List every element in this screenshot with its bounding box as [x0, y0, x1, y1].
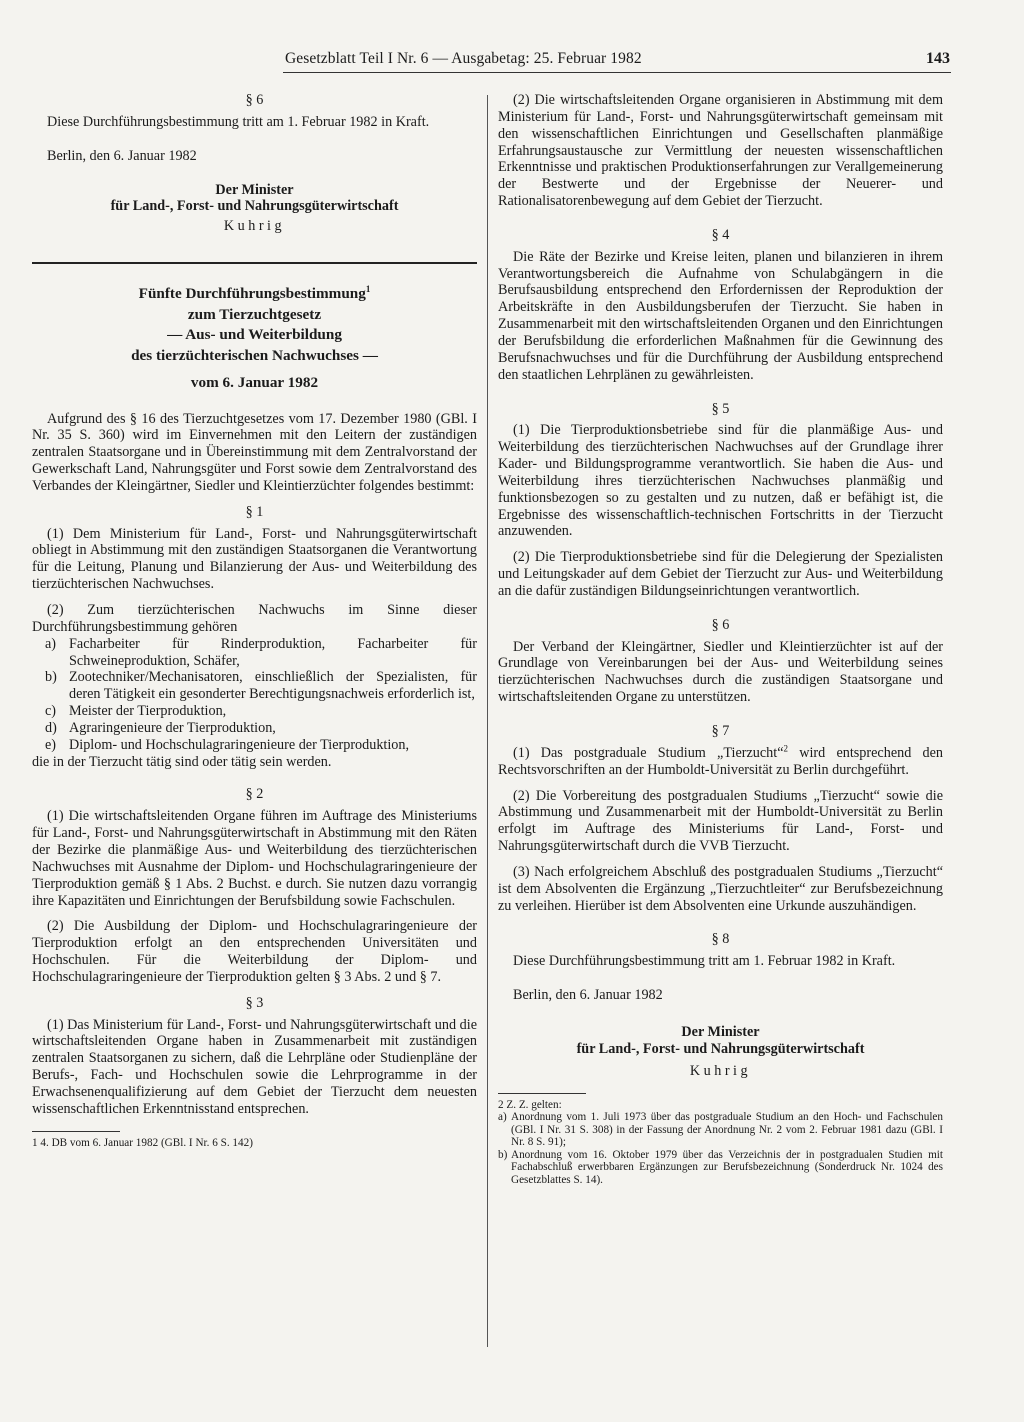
section-5-para-2: (2) Die Tierproduktionsbetriebe sind für die Delegierung der Spezialisten und Leitungskader auf dem Gebiet der Tierzucht zur Aus- und Weiterbildung an die dafür zuständigen Bildungseinrichtungen verantwortlich.	[498, 549, 943, 599]
section-7-para-2: (2) Die Vorbereitung des postgradualen Studiums „Tierzucht“ sowie die Abstimmung und Zusammenarbeit mit der Humboldt-Universität zu Berlin erfolgt im Auftrage des Ministeriums für Land-, Forst- und Nahrungsgüterwirtschaft durch die VVB Tierzucht.	[498, 787, 943, 855]
section-divider	[32, 262, 477, 264]
title-date: vom 6. Januar 1982	[190, 374, 319, 392]
page-header	[285, 50, 950, 74]
section-6-para-1: Der Verband der Kleingärtner, Siedler und Kleintierzüchter ist auf der Grundlage von Vereinbarungen bei der Aus- und Weiterbildung seines tierzüchterischen Nachwuchses durch die zuständigen Staatsorgane und wirtschaftsleitenden Organe zu unterstützen.	[498, 638, 943, 706]
place-date: Berlin, den 6. Januar 1982	[513, 987, 663, 1004]
section-4-heading: § 4	[711, 226, 730, 243]
section-6-heading: § 6	[711, 616, 730, 633]
footnote-2	[498, 1099, 943, 1187]
title-line4: des tierzüchterischen Nachwuchses —	[131, 346, 378, 364]
title-line3: — Aus- und Weiterbildung	[167, 326, 342, 344]
prev-signature: Kuhrig	[223, 218, 286, 235]
list-item	[32, 720, 477, 737]
list-item-text: Facharbeiter für Rinderproduktion, Facharbeiter für Schweineproduktion, Schäfer,	[69, 635, 477, 669]
list-item	[32, 669, 477, 703]
title-line2: zum Tierzuchtgesetz	[187, 305, 322, 323]
section-1-list	[32, 636, 477, 754]
prev-section-6-heading: § 6	[245, 92, 264, 108]
list-item-text: Zootechniker/Mechanisatoren, einschließlich der Spezialisten, für deren Tätigkeit ein gesonderter Berechtigungsnachweis erforderlich ist,	[69, 669, 477, 703]
section-1-para-1: (1) Dem Ministerium für Land-, Forst- und Nahrungsgüterwirtschaft obliegt in Abstimmung mit den zuständigen Staatsorganen die Verantwortung für die Leitung, Planung und Bilanzierung der Aus- und Weiterbildung des tierzüchterischen Nachwuchses.	[32, 525, 477, 593]
list-item-label: b)	[45, 669, 57, 686]
section-3-para-2: (2) Die wirtschaftsleitenden Organe organisieren in Abstimmung mit dem Ministerium für Land-, Forst- und Nahrungsgüterwirtschaft gemeinsam mit den wissenschaftlichen Einrichtungen und Gesellschaften planmäßige Erfahrungsaustausche zur Vermittlung der neuesten wissenschaftlichen Erkenntnisse und praktischen Produktionserfahrungen zur Verallgemeinerung der Bestwerte und der Ergebnisse der Neuerer- und Rationalisatorenbewegung auf dem Gebiet der Tierzucht.	[498, 92, 943, 210]
section-1-heading: § 1	[245, 503, 264, 520]
footnote-1-mark: 1	[365, 284, 371, 294]
document-title	[32, 284, 477, 394]
list-item	[32, 737, 477, 754]
list-item	[32, 703, 477, 720]
section-5-heading: § 5	[711, 400, 730, 417]
signature: Kuhrig	[689, 1062, 752, 1079]
footnote-rule	[32, 1131, 120, 1132]
prev-place-date: Berlin, den 6. Januar 1982	[47, 147, 197, 164]
list-item-text: Diplom- und Hochschulagraringenieure der Tierproduktion,	[69, 736, 410, 753]
footnote-item	[498, 1149, 943, 1187]
prev-minister-line1: Der Minister	[215, 181, 294, 198]
footnote-1	[32, 1137, 477, 1150]
journal-header-title: Gesetzblatt Teil I Nr. 6 — Ausgabetag: 25. Februar 1982	[285, 50, 642, 67]
footnote-1-text: 4. DB vom 6. Januar 1982 (GBl. I Nr. 6 S. 142)	[40, 1136, 253, 1149]
footnote-rule	[498, 1093, 586, 1094]
section-1-tail: die in der Tierzucht tätig sind oder tätig sein werden.	[32, 753, 332, 770]
footnote-2-mark: 2	[783, 743, 789, 754]
left-column	[32, 92, 477, 1149]
section-5-para-1: (1) Die Tierproduktionsbetriebe sind für die planmäßige Aus- und Weiterbildung des tierzüchterischen Nachwuchses auf der Grundlage ihrer Kader- und Bildungsprogramme verantwortlich. Sie haben die Aus- und Weiterbildung ihres tierzüchterischen Nachwuchses planmäßig und funktionsbezogen so zu gestalten und zu nutzen, daß er befähigt ist, die Ergebnisse des wissenschaftlich-technischen Fortschritts in der Tierzucht anzuwenden.	[498, 422, 943, 540]
section-3-para-1: (1) Das Ministerium für Land-, Forst- und Nahrungsgüterwirtschaft und die wirtschaftsleitenden Organe haben in Zusammenarbeit mit zuständigen zentralen Staatsorganen zu sichern, daß die Lehrpläne oder Studienpläne der Berufs-, Fach- und Hochschulen sowie die Lehrprogramme in der Erwachsenenqualifizierung auf dem Gebiet der Tierzucht dem neuesten wissenschaftlichen Erkenntnisstand entsprechen.	[32, 1016, 477, 1117]
minister-line2: für Land-, Forst- und Nahrungsgüterwirtschaft	[576, 1040, 865, 1057]
footnote-item-text: Anordnung vom 16. Oktober 1979 über das Verzeichnis der in postgradualen Studien mit Fachabschluß erwerbbaren Ergänzungen zur Berufsbezeichnung (Sonderdruck Nr. 1024 des Gesetzblattes S. 14).	[511, 1148, 943, 1187]
list-item-label: d)	[45, 719, 57, 736]
footnote-item-label: b)	[498, 1148, 508, 1161]
section-1-para-2: (2) Zum tierzüchterischen Nachwuchs im Sinne dieser Durchführungsbestimmung gehören	[32, 602, 477, 635]
section-3-heading: § 3	[245, 994, 264, 1011]
page-number: 143	[926, 50, 950, 67]
list-item	[32, 636, 477, 670]
minister-line1: Der Minister	[681, 1023, 760, 1040]
column-divider	[487, 95, 488, 1347]
section-8-heading: § 8	[711, 931, 730, 948]
header-rule	[283, 72, 951, 73]
section-7-para-1-start: (1) Das postgraduale Studium „Tierzucht“	[513, 744, 784, 761]
footnote-2-intro: 2 Z. Z. gelten:	[498, 1098, 562, 1111]
right-column	[498, 92, 943, 1187]
prev-minister-line2: für Land-, Forst- und Nahrungsgüterwirtschaft	[110, 198, 399, 215]
section-2-para-2: (2) Die Ausbildung der Diplom- und Hochschulagraringenieure der Tierproduktion erfolgt an den entsprechenden Universitäten und Hochschulen. Für die Weiterbildung der Diplom- und Hochschulagraringenieure der Tierproduktion gelten § 3 Abs. 2 und § 7.	[32, 918, 477, 985]
section-7-heading: § 7	[711, 723, 730, 739]
preamble: Aufgrund des § 16 des Tierzuchtgesetzes vom 17. Dezember 1980 (GBl. I Nr. 35 S. 360) wird im Einvernehmen mit den Leitern der zuständigen zentralen Staatsorgane und in Übereinstimmung mit dem Zentralvorstand der Gewerkschaft Land, Nahrungsgüter und Forst sowie dem Zentralvorstand des Verbandes der Kleingärtner, Siedler und Kleintierzüchter folgendes bestimmt:	[32, 410, 477, 494]
footnote-item-label: a)	[498, 1111, 507, 1124]
list-item-label: c)	[45, 703, 57, 720]
footnote-item-text: Anordnung vom 1. Juli 1973 über das postgraduale Studium an den Hoch- und Fachschulen (GBl. I Nr. 31 S. 308) in der Fassung der Anordnung Nr. 2 vom 2. Februar 1981 dazu (GBl. I Nr. 8 S. 91);	[511, 1111, 943, 1149]
prev-section-6-text: Diese Durchführungsbestimmung tritt am 1. Februar 1982 in Kraft.	[47, 113, 430, 130]
list-item-label: a)	[45, 635, 57, 652]
list-item-text: Meister der Tierproduktion,	[69, 703, 227, 720]
footnote-item	[498, 1111, 943, 1149]
list-item-text: Agraringenieure der Tierproduktion,	[69, 719, 276, 736]
section-7-para-3: (3) Nach erfolgreichem Abschluß des postgradualen Studiums „Tierzucht“ ist dem Absolventen die Ergänzung „Tierzuchtleiter“ zur Berufsbezeichnung zu verleihen. Hierüber ist dem Absolventen eine Urkunde auszuhändigen.	[498, 863, 943, 914]
section-2-heading: § 2	[245, 786, 264, 803]
section-4-para-1: Die Räte der Bezirke und Kreise leiten, planen und bilanzieren in ihrem Verantwortungsbereich die Aufnahme von Schulabgängern in die Berufsausbildung entsprechend den Erfordernissen der Reproduktion der Arbeitskräfte in den Ausbildungsberufen der Tierzucht. Sie haben in Zusammenarbeit mit den wirtschaftsleitenden Organen und den Einrichtungen der Berufsbildung die erforderlichen Maßnahmen für die Gewinnung des Berufsnachwuchses und für die Durchführung der Ausbildung entsprechend den staatlichen Lehrplänen zu gewährleisten.	[498, 248, 943, 383]
section-2-para-1: (1) Die wirtschaftsleitenden Organe führen im Auftrage des Ministeriums für Land-, Forst- und Nahrungsgüterwirtschaft in Abstimmung mit den Räten der Bezirke die planmäßige Aus- und Weiterbildung des tierzüchterischen Nachwuchses mit Ausnahme der Diplom- und Hochschulagraringenieure der Tierproduktion gemäß § 1 Abs. 2 Buchst. e durch. Sie nutzen dazu vorrangig ihre Kapazitäten und Einrichtungen der Berufsbildung sowie Fachschulen.	[32, 808, 477, 909]
section-7-para-1-end: wird entsprechend den Rechtsvorschriften an der Humboldt-Universität zu Berlin durchgeführt.	[498, 744, 944, 778]
footnote-1-number: 1	[32, 1136, 38, 1149]
section-8-para-1: Diese Durchführungsbestimmung tritt am 1. Februar 1982 in Kraft.	[513, 953, 896, 970]
title-line1: Fünfte Durchführungsbestimmung	[138, 285, 366, 303]
section-7-para-1	[498, 745, 943, 779]
list-item-label: e)	[45, 736, 57, 753]
